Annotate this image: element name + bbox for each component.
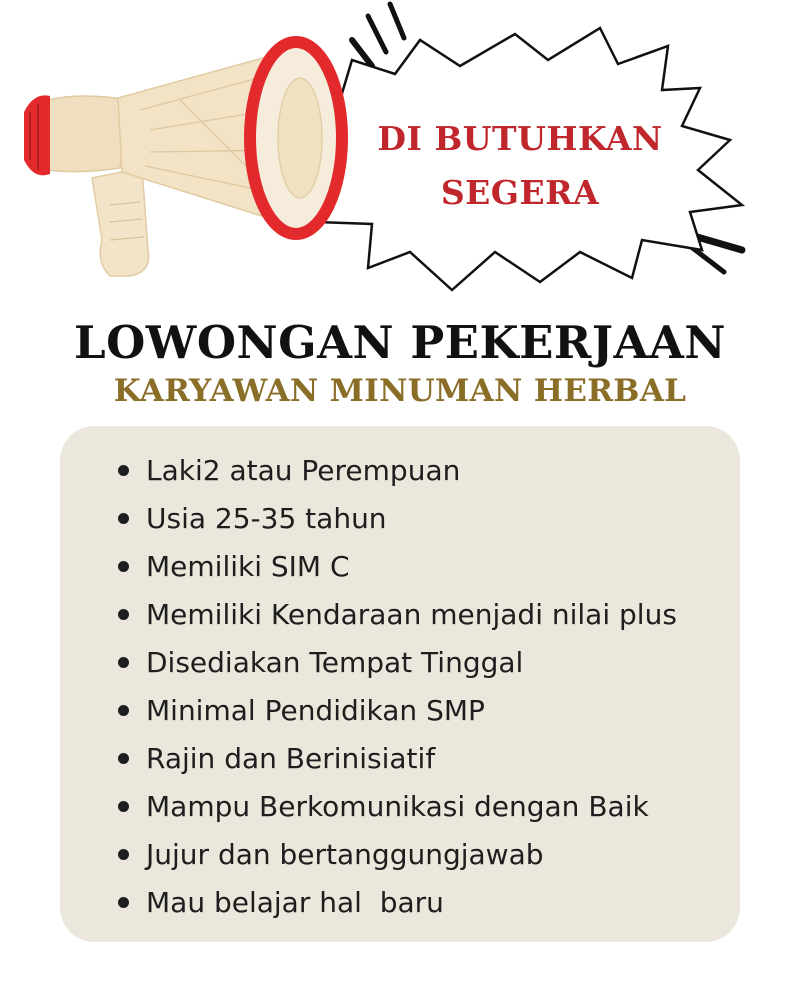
bullet-icon — [118, 561, 129, 572]
speech-burst-bubble — [296, 28, 742, 290]
list-item — [118, 638, 677, 686]
bullet-icon — [118, 705, 129, 716]
list-item — [118, 446, 677, 494]
list-item — [118, 542, 677, 590]
bubble-text-line-2: SEGERA — [440, 173, 600, 212]
list-item-text: Memiliki SIM C — [146, 549, 350, 583]
bullet-icon — [118, 513, 129, 524]
requirements-list — [118, 446, 677, 926]
page-title: LOWONGAN PEKERJAAN — [73, 316, 727, 369]
bubble-text-line-1: DI BUTUHKAN — [377, 119, 663, 158]
list-item-text: Memiliki Kendaraan menjadi nilai plus — [146, 597, 677, 631]
list-item — [118, 878, 677, 926]
requirements-card — [60, 426, 740, 942]
list-item-text: Mau belajar hal baru — [146, 885, 444, 919]
page-subtitle: KARYAWAN MINUMAN HERBAL — [113, 373, 687, 409]
list-item-text: Usia 25-35 tahun — [146, 501, 387, 535]
bullet-icon — [118, 465, 129, 476]
bullet-icon — [118, 801, 129, 812]
list-item — [118, 590, 677, 638]
list-item-text: Disediakan Tempat Tinggal — [146, 645, 524, 679]
bullet-icon — [118, 609, 129, 620]
list-item-text: Laki2 atau Perempuan — [146, 453, 461, 487]
list-item — [118, 686, 677, 734]
bullet-icon — [118, 753, 129, 764]
list-item-text: Rajin dan Berinisiatif — [146, 741, 436, 775]
list-item-text: Jujur dan bertanggungjawab — [146, 837, 544, 871]
list-item-text: Mampu Berkomunikasi dengan Baik — [146, 789, 649, 823]
megaphone-icon — [24, 42, 342, 276]
bullet-icon — [118, 657, 129, 668]
bullet-icon — [118, 897, 129, 908]
list-item — [118, 782, 677, 830]
list-item-text: Minimal Pendidikan SMP — [146, 693, 485, 727]
list-item — [118, 830, 677, 878]
bullet-icon — [118, 849, 129, 860]
list-item — [118, 494, 677, 542]
list-item — [118, 734, 677, 782]
